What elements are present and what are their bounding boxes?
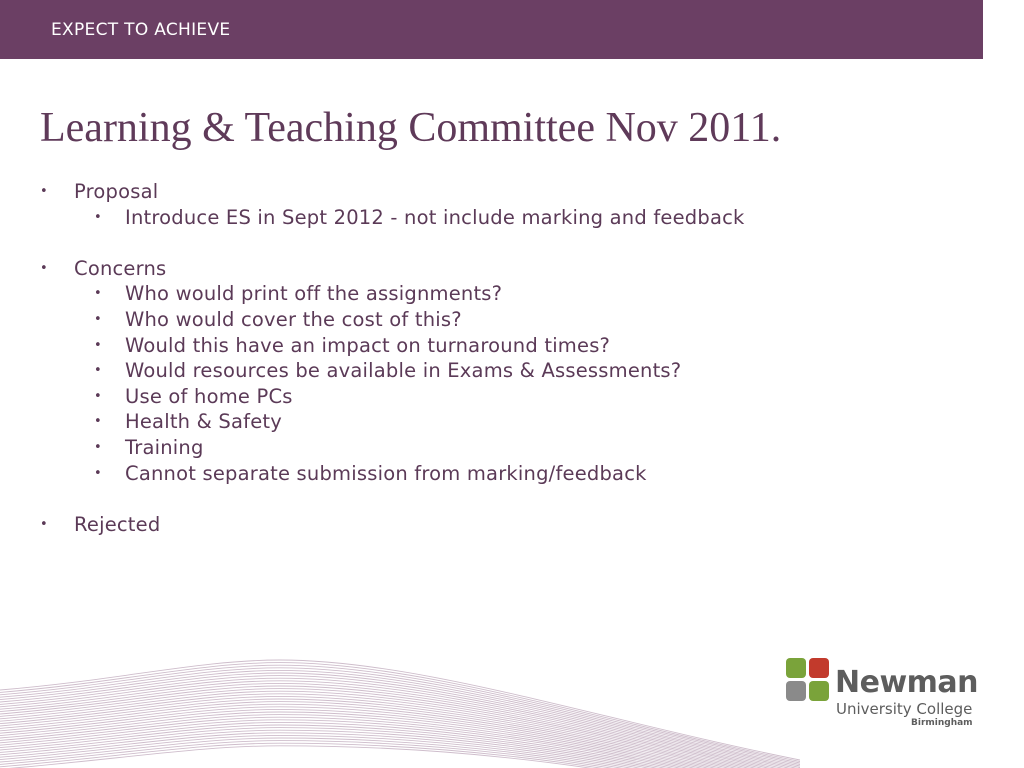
bullet-marker: • (94, 209, 102, 225)
bullet-heading: Concerns (74, 256, 167, 280)
slide-body (38, 179, 938, 537)
decorative-swoosh (0, 640, 800, 768)
bullet-marker: • (40, 184, 48, 199)
sub-bullet-text: Would resources be available in Exams & Assessments? (125, 359, 682, 383)
bullet-marker: • (94, 363, 102, 379)
sub-bullet-text: Who would print off the assignments? (125, 282, 503, 306)
sub-bullet-text: Introduce ES in Sept 2012 - not include marking and feedback (125, 205, 745, 229)
header-band (0, 0, 983, 59)
bullet-marker: • (40, 516, 48, 532)
bullet-marker: • (94, 311, 102, 327)
bullet-marker: • (94, 465, 102, 481)
bullet-proposal (38, 179, 938, 205)
sub-bullet-text: Training (125, 435, 204, 459)
logo-city: Birmingham (911, 718, 973, 728)
sub-bullet (38, 384, 938, 410)
bullet-marker: • (94, 414, 102, 430)
bullet-concerns (38, 256, 938, 282)
sub-bullet (38, 205, 938, 231)
logo-square-red (809, 658, 829, 678)
sub-bullet (38, 461, 938, 487)
sub-bullet-text: Cannot separate submission from marking/feedback (125, 461, 647, 485)
logo-square-green (809, 681, 829, 701)
bullet-rejected (38, 512, 938, 538)
sub-bullet-text: Use of home PCs (125, 384, 293, 408)
sub-bullet (38, 358, 938, 384)
newman-logo (784, 654, 984, 734)
sub-bullet-text: Health & Safety (125, 410, 283, 434)
sub-bullet-text: Would this have an impact on turnaround times? (125, 333, 611, 357)
bullet-heading: Proposal (74, 180, 159, 203)
logo-subtitle: University College (836, 700, 973, 718)
sub-bullet (38, 281, 938, 307)
sub-bullet (38, 307, 938, 333)
bullet-marker: • (94, 388, 102, 404)
sub-bullet (38, 333, 938, 359)
bullet-marker: • (94, 337, 102, 353)
sub-bullet (38, 435, 938, 461)
logo-square-green (786, 658, 806, 678)
header-tagline: EXPECT TO ACHIEVE (51, 20, 231, 40)
bullet-marker: • (40, 260, 48, 276)
logo-name: Newman (835, 665, 979, 700)
bullet-marker: • (94, 439, 102, 455)
sub-bullet-text: Who would cover the cost of this? (125, 307, 462, 331)
slide-title: Learning & Teaching Committee Nov 2011. (40, 105, 782, 151)
bullet-heading: Rejected (74, 512, 161, 536)
sub-bullet (38, 409, 938, 435)
logo-square-gray (786, 681, 806, 701)
bullet-marker: • (94, 286, 102, 302)
